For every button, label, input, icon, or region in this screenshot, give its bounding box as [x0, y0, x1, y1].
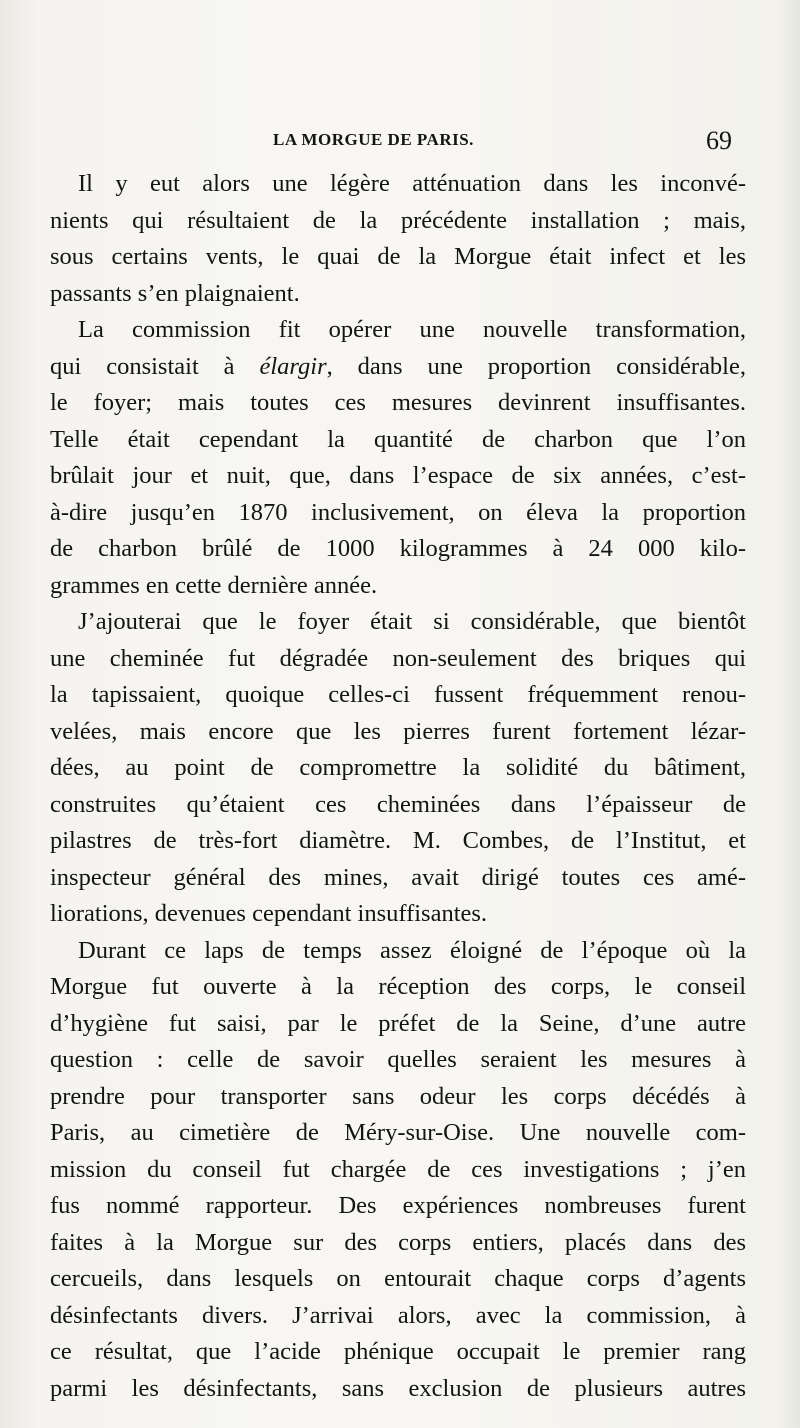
text-line: question : celle de savoir quelles seraient les mesures à: [50, 1046, 746, 1073]
text-line: dées, au point de compromettre la solidité du bâtiment,: [50, 754, 746, 781]
text-line: Il y eut alors une légère atténuation dans les inconvé-: [78, 170, 746, 197]
text-line: ce résultat, que l’acide phénique occupait le premier rang: [50, 1338, 746, 1365]
text-line: velées, mais encore que les pierres furent fortement lézar-: [50, 717, 746, 745]
text-line: liorations, devenues cependant insuffisantes.: [50, 900, 488, 927]
text-line: nients qui résultaient de la précédente installation ; mais,: [50, 206, 746, 234]
text-line: grammes en cette dernière année.: [50, 571, 378, 599]
text-line: d’hygiène fut saisi, par le préfet de la Seine, d’une autre: [50, 1009, 746, 1037]
text-line: inspecteur général des mines, avait dirigé toutes ces amé-: [50, 863, 746, 891]
text-line: Paris, au cimetière de Méry-sur-Oise. Une nouvelle com-: [50, 1119, 746, 1146]
text-line: passants s’en plaignaient.: [50, 279, 300, 307]
text-line: désinfectants divers. J’arrivai alors, avec la commission, à: [50, 1301, 746, 1329]
text-line: sous certains vents, le quai de la Morgue était infect et les: [50, 243, 746, 270]
italic-word: élargir: [259, 352, 327, 380]
text-line: mission du conseil fut chargée de ces investigations ; j’en: [50, 1155, 746, 1183]
text-line: Durant ce laps de temps assez éloigné de l’époque où la: [78, 936, 746, 964]
text-line: une cheminée fut dégradée non-seulement des briques qui: [50, 644, 746, 672]
text-line: J’ajouterai que le foyer était si considérable, que bientôt: [78, 608, 746, 635]
text-line: le foyer; mais toutes ces mesures devinrent insuffisantes.: [50, 389, 746, 416]
text-line: de charbon brûlé de 1000 kilogrammes à 24 000 kilo-: [50, 535, 746, 562]
text-line: Morgue fut ouverte à la réception des corps, le conseil: [50, 973, 746, 1000]
text-line: à-dire jusqu’en 1870 inclusivement, on éleva la proportion: [50, 498, 746, 526]
text-line: prendre pour transporter sans odeur les corps décédés à: [50, 1082, 746, 1110]
text-line: faites à la Morgue sur des corps entiers, placés dans des: [50, 1228, 746, 1256]
text-line: fus nommé rapporteur. Des expériences nombreuses furent: [50, 1192, 746, 1219]
text-line: brûlait jour et nuit, que, dans l’espace de six années, c’est-: [50, 462, 746, 489]
text-line: La commission fit opérer une nouvelle transformation,: [78, 316, 746, 343]
text-line: cercueils, dans lesquels on entourait chaque corps d’agents: [50, 1265, 746, 1292]
page-number: 69: [706, 126, 732, 155]
text-line: la tapissaient, quoique celles-ci fussent fréquemment renou-: [50, 681, 746, 708]
body-text: [50, 166, 746, 1407]
text-line: construites qu’étaient ces cheminées dans l’épaisseur de: [50, 790, 746, 818]
text-line: parmi les désinfectants, sans exclusion de plusieurs autres: [50, 1374, 746, 1402]
text-line: Telle était cependant la quantité de charbon que l’on: [50, 425, 746, 453]
text-line: pilastres de très-fort diamètre. M. Combes, de l’Institut, et: [50, 827, 746, 854]
text-line: qui consistait à élargir, dans une proportion considérable,: [50, 352, 746, 380]
running-head: [0, 126, 800, 156]
running-title: LA MORGUE DE PARIS.: [273, 130, 474, 149]
